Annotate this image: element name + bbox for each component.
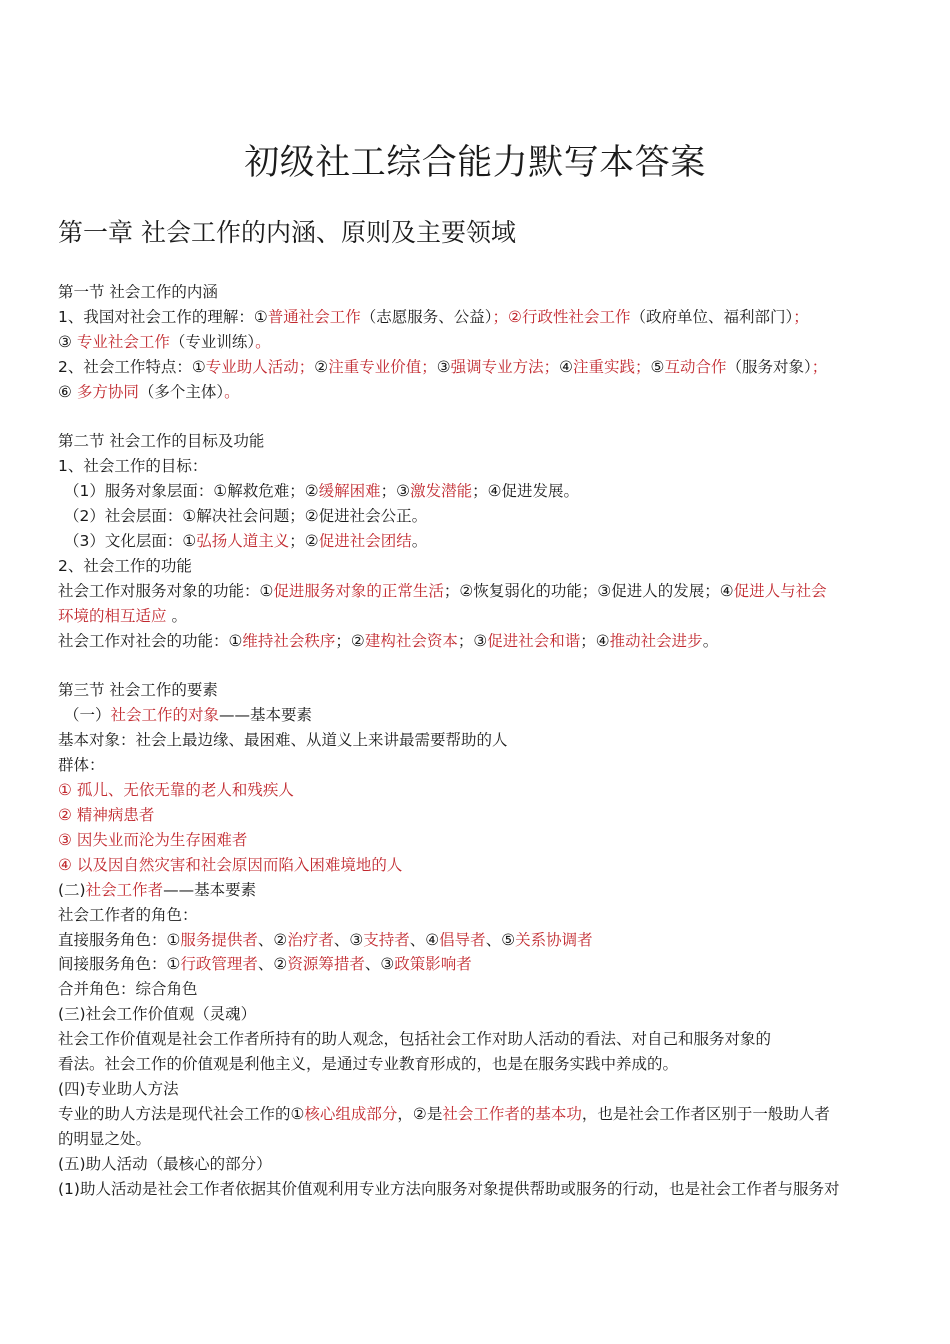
text-segment: 社会工作价值观是社会工作者所持有的助人观念，包括社会工作对助人活动的看法、对自己和服务对象的 (58, 1030, 772, 1049)
text-line (58, 753, 896, 778)
text-segment: （多个主体） (138, 382, 225, 401)
highlighted-answer: 促进服务对象的正常生活 (273, 581, 444, 600)
text-segment: 2、社会工作的功能 (58, 556, 192, 575)
text-line (58, 803, 896, 828)
text-segment: ，②是 (397, 1104, 443, 1123)
highlighted-answer: 注重实践； (573, 357, 651, 376)
highlighted-answer: ④ 以及因自然灾害和社会原因而陷入困难境地的人 (58, 855, 403, 874)
highlighted-answer: ；② (492, 307, 522, 326)
text-segment: 基本对象：社会上最边缘、最困难、从道义上来讲最需要帮助的人 (58, 731, 508, 750)
highlighted-answer: 缓解困难 (318, 482, 381, 501)
text-line (58, 305, 896, 330)
highlighted-answer: 行政性社会工作 (521, 307, 631, 326)
highlighted-answer: 促进社会团结 (318, 532, 412, 551)
text-line (58, 703, 896, 728)
text-segment: （3）文化层面：① (64, 532, 197, 551)
text-segment: ；② (335, 631, 365, 650)
text-line (58, 380, 896, 405)
highlighted-answer: 促进社会和谐 (487, 631, 581, 650)
highlighted-answer: 普通社会工作 (267, 307, 361, 326)
highlighted-answer: 社会工作者 (85, 880, 164, 899)
highlighted-answer: ； (811, 357, 828, 376)
highlighted-answer: 强调专业方法； (450, 357, 560, 376)
text-segment: （一） (64, 706, 111, 725)
text-line (58, 1177, 896, 1202)
text-line (58, 1027, 896, 1052)
text-line (58, 1127, 896, 1152)
text-segment: 的明显之处。 (58, 1129, 152, 1148)
text-segment: ——基本要素 (163, 880, 257, 899)
text-line (58, 828, 896, 853)
highlighted-answer: 建构社会资本 (364, 631, 458, 650)
text-line (58, 1002, 896, 1027)
text-segment: 间接服务角色：① (58, 955, 181, 974)
text-segment: ⑥ (58, 382, 77, 401)
text-line (58, 604, 896, 629)
text-line (58, 504, 896, 529)
highlighted-answer: 多方协同 (76, 382, 139, 401)
blank-line (58, 654, 896, 679)
text-segment: (三)社会工作价值观（灵魂） (58, 1005, 257, 1024)
text-line (58, 1102, 896, 1127)
text-line (58, 529, 896, 554)
text-segment: 1、社会工作的目标： (58, 457, 208, 476)
highlighted-answer: 政策影响者 (394, 955, 472, 974)
text-segment: ；② (289, 532, 319, 551)
text-line (58, 853, 896, 878)
highlighted-answer: 。 (224, 382, 240, 401)
text-segment: 直接服务角色：① (58, 930, 181, 949)
text-segment: 合并角色：综合角色 (58, 980, 198, 999)
text-line (58, 1152, 896, 1177)
text-line (58, 728, 896, 753)
text-segment: （2）社会层面：①解决社会问题；②促进社会公正。 (64, 507, 428, 526)
text-line (58, 330, 896, 355)
text-line (58, 355, 896, 380)
text-segment: 。 (166, 606, 187, 625)
text-segment: （志愿服务、公益） (360, 307, 493, 326)
highlighted-answer: 倡导者 (439, 930, 486, 949)
highlighted-answer: 推动社会进步 (609, 631, 703, 650)
text-line (58, 778, 896, 803)
text-segment: ④ (559, 357, 574, 376)
text-line (58, 479, 896, 504)
highlighted-answer: 治疗者 (287, 930, 334, 949)
text-line (58, 878, 896, 903)
highlighted-answer: 专业助人活动； (205, 357, 315, 376)
highlighted-answer: 弘扬人道主义 (196, 532, 290, 551)
highlighted-answer: 互动合作 (664, 357, 727, 376)
blank-line (58, 405, 896, 430)
highlighted-answer: 激发潜能 (410, 482, 473, 501)
text-segment: 、② (257, 955, 288, 974)
highlighted-answer: 社会工作者的基本功 (442, 1104, 582, 1123)
highlighted-answer: 服务提供者 (180, 930, 258, 949)
text-segment: ③ (436, 357, 451, 376)
text-segment: 第一节 社会工作的内涵 (58, 283, 218, 301)
text-segment: ② (314, 357, 329, 376)
highlighted-answer: 维持社会秩序 (242, 631, 336, 650)
text-segment: ；④ (580, 631, 610, 650)
text-segment: 群体： (58, 756, 105, 775)
text-segment: 。 (411, 532, 428, 551)
highlighted-answer: 注重专业价值； (328, 357, 437, 376)
text-line (58, 1052, 896, 1077)
text-line (58, 928, 896, 953)
text-segment: 、④ (409, 930, 440, 949)
document-body (58, 280, 896, 1202)
text-line (58, 977, 896, 1002)
text-line (58, 629, 896, 654)
highlighted-answer: 支持者 (363, 930, 410, 949)
text-segment: 、③ (333, 930, 364, 949)
text-segment: （专业训练） (169, 332, 256, 351)
highlighted-answer: ② 精神病患者 (58, 806, 155, 824)
text-segment: ；④促进发展。 (472, 482, 579, 501)
highlighted-answer: 核心组成部分 (304, 1104, 398, 1123)
text-segment: ⑤ (650, 357, 665, 376)
text-line (58, 280, 896, 305)
text-segment: 、⑤ (485, 930, 516, 949)
highlighted-answer: ③ 因失业而沦为生存困难者 (58, 830, 248, 849)
highlighted-answer: 资源筹措者 (287, 955, 365, 974)
text-segment: 社会工作者的角色： (58, 905, 198, 924)
text-segment: (1)助人活动是社会工作者依据其价值观利用专业方法向服务对象提供帮助或服务的行动，也是社会工作者与服务对 (58, 1179, 840, 1198)
text-segment: 1、我国对社会工作的理解：① (58, 307, 268, 326)
highlighted-answer: 环境的相互适应 (58, 606, 167, 625)
text-segment: (四)专业助人方法 (58, 1079, 179, 1098)
text-line (58, 554, 896, 579)
highlighted-answer: 社会工作的对象 (110, 706, 220, 725)
highlighted-answer: ； (793, 307, 809, 326)
text-segment: 社会工作对社会的功能：① (58, 631, 243, 650)
text-segment: 社会工作对服务对象的功能：① (58, 581, 274, 600)
text-segment: ；③ (457, 631, 488, 650)
text-segment: ；③ (380, 482, 411, 501)
page-title: 初级社工综合能力默写本答案 (244, 143, 706, 183)
text-segment: (五)助人活动（最核心的部分） (58, 1154, 272, 1173)
text-line (58, 579, 896, 604)
text-line (58, 429, 896, 454)
text-segment: 、② (257, 930, 288, 949)
text-line (58, 678, 896, 703)
text-line (58, 952, 896, 977)
text-segment: （服务对象） (726, 357, 812, 376)
highlighted-answer: 。 (255, 332, 271, 351)
text-line (58, 454, 896, 479)
text-segment: 专业的助人方法是现代社会工作的① (58, 1104, 305, 1123)
highlighted-answer: 专业社会工作 (76, 332, 170, 351)
highlighted-answer: 行政管理者 (180, 955, 258, 974)
text-segment: 看法。社会工作的价值观是利他主义，是通过专业教育形成的，也是在服务实践中养成的。 (58, 1055, 679, 1074)
text-line (58, 903, 896, 928)
text-line (58, 1077, 896, 1102)
text-segment: 、③ (364, 955, 395, 974)
text-segment: ③ (58, 332, 77, 351)
chapter-heading: 第一章 社会工作的内涵、原则及主要领域 (58, 218, 516, 247)
highlighted-answer: ① 孤儿、无依无靠的老人和残疾人 (58, 781, 294, 800)
highlighted-answer: 关系协调者 (515, 930, 593, 949)
text-segment: ，也是社会工作者区别于一般助人者 (581, 1104, 830, 1123)
text-segment: （政府单位、福利部门） (630, 307, 794, 326)
text-segment: 第三节 社会工作的要素 (58, 681, 218, 700)
text-segment: 2、社会工作特点：① (58, 357, 206, 376)
text-segment: ——基本要素 (219, 706, 313, 725)
text-segment: (二) (58, 880, 86, 899)
text-segment: （1）服务对象层面：①解救危难；② (64, 482, 319, 501)
text-segment: 。 (702, 631, 719, 650)
text-segment: ；②恢复弱化的功能；③促进人的发展；④ (443, 581, 734, 600)
text-segment: 第二节 社会工作的目标及功能 (58, 432, 265, 451)
highlighted-answer: 促进人与社会 (733, 581, 827, 600)
